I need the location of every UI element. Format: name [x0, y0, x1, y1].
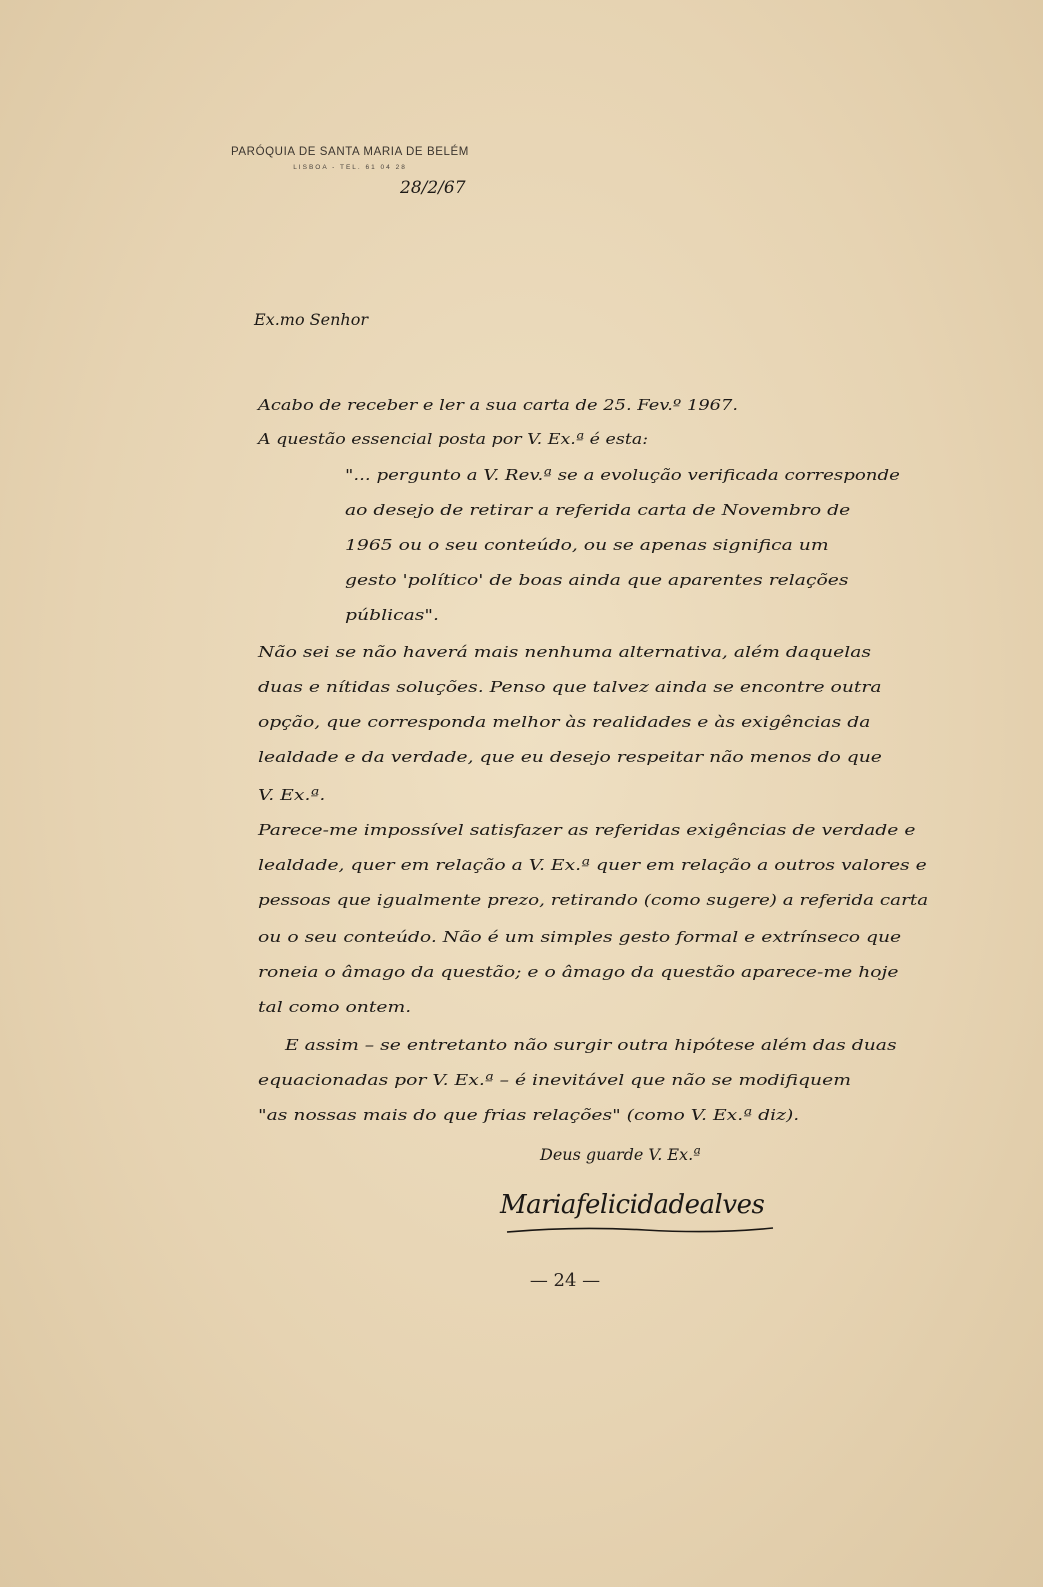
letter-date: 28/2/67 — [400, 178, 466, 198]
body-text-line: "as nossas mais do que frias relações" (como V. Ex.ª diz). — [258, 1106, 800, 1124]
quoted-text-line: públicas". — [345, 606, 439, 624]
body-text-line: opção, que corresponda melhor às realidades e às exigências da — [258, 713, 871, 731]
body-text-line: V. Ex.ª. — [258, 786, 326, 804]
signature-underline — [505, 1224, 775, 1236]
body-text-line: equacionadas por V. Ex.ª – é inevitável que não se modifiquem — [258, 1071, 852, 1089]
body-text-line: Não sei se não haverá mais nenhuma alternativa, além daquelas — [258, 643, 872, 661]
quoted-text-line: "... pergunto a V. Rev.ª se a evolução verificada corresponde — [345, 466, 900, 484]
body-text-line: duas e nítidas soluções. Penso que talvez ainda se encontre outra — [258, 678, 882, 696]
body-text-line: lealdade, quer em relação a V. Ex.ª quer em relação a outros valores e — [258, 856, 927, 874]
letterhead — [205, 146, 495, 171]
quoted-text-line: gesto 'político' de boas ainda que aparentes relações — [345, 571, 849, 589]
body-text-line: tal como ontem. — [258, 998, 412, 1016]
quoted-text-line: 1965 ou o seu conteúdo, ou se apenas significa um — [345, 536, 829, 554]
letterhead-address: LISBOA - TEL. 61 04 28 — [293, 164, 407, 171]
salutation: Ex.mo Senhor — [254, 310, 368, 329]
letterhead-organization: PARÓQUIA DE SANTA MARIA DE BELÉM — [231, 146, 469, 158]
body-text-line: roneia o âmago da questão; e o âmago da questão aparece-me hoje — [258, 963, 899, 981]
quoted-text-line: ao desejo de retirar a referida carta de Novembro de — [345, 501, 851, 519]
body-text-line: pessoas que igualmente prezo, retirando (como sugere) a referida carta — [258, 891, 929, 909]
signature: Mariafelicidadealves — [500, 1190, 765, 1220]
closing: Deus guarde V. Ex.ª — [540, 1145, 701, 1164]
body-text-line: E assim – se entretanto não surgir outra hipótese além das duas — [285, 1036, 897, 1054]
body-text-line: A questão essencial posta por V. Ex.ª é esta: — [258, 430, 649, 448]
body-text-line: Parece-me impossível satisfazer as referidas exigências de verdade e — [258, 821, 916, 839]
body-text-line: Acabo de receber e ler a sua carta de 25. Fev.º 1967. — [258, 396, 739, 414]
body-text-line: lealdade e da verdade, que eu desejo respeitar não menos do que — [258, 748, 882, 766]
body-text-line: ou o seu conteúdo. Não é um simples gesto formal e extrínseco que — [258, 928, 902, 946]
page-number: — 24 — — [529, 1270, 601, 1291]
